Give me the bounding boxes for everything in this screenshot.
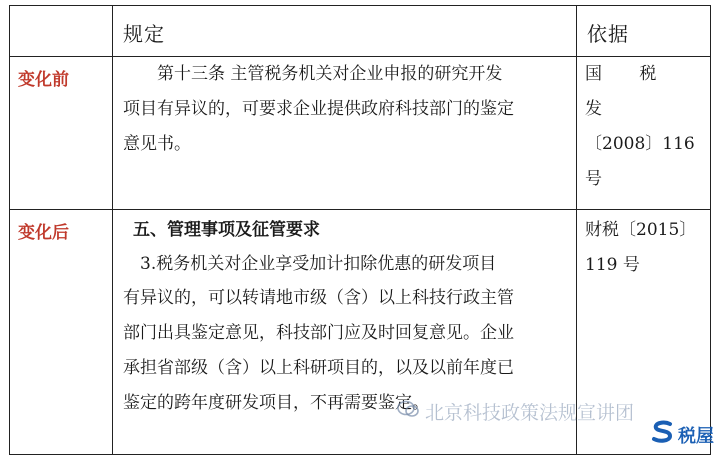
content-line: 有异议的，可以转请地市级（含）以上科技行政主管 [123, 288, 514, 308]
basis-text [577, 57, 710, 197]
header-cell-empty [10, 6, 113, 57]
header-cell-basis [577, 6, 711, 57]
header-basis-text: 依据 [587, 22, 629, 46]
content-line: 部门出具鉴定意见，科技部门应及时回复意见。企业 [123, 323, 514, 343]
row-before [10, 57, 711, 210]
content-line: 鉴定的跨年度研发项目，不再需要鉴定。 [123, 393, 429, 413]
header-cell-rule [113, 6, 577, 57]
basis-line: 119 号 [585, 255, 640, 275]
s-logo-icon [650, 420, 676, 449]
logo-text: 税屋 [678, 425, 714, 447]
basis-line: 财税〔2015〕 [585, 220, 697, 240]
content-line: 项目有异议的，可要求企业提供政府科技部门的鉴定 [123, 99, 514, 119]
basis-text [577, 210, 710, 283]
content-cell [113, 57, 577, 210]
rule-content [113, 57, 576, 162]
rule-content [113, 210, 576, 421]
row-label: 变化后 [18, 223, 69, 243]
comparison-table [9, 5, 711, 455]
site-logo [650, 420, 714, 449]
row-label: 变化前 [18, 70, 69, 90]
content-line: 3.税务机关对企业享受加计扣除优惠的研发项目 [140, 254, 497, 274]
basis-line: 号 [585, 169, 602, 189]
label-cell [10, 210, 113, 455]
content-line: 第十三条 主管税务机关对企业申报的研究开发 [157, 64, 503, 84]
header-row [10, 6, 711, 57]
basis-cell [577, 57, 711, 210]
content-line: 承担省部级（含）以上科研项目的，以及以前年度已 [123, 358, 514, 378]
header-rule-text: 规定 [123, 22, 165, 46]
watermark-text: 北京科技政策法规宣讲团 [424, 402, 634, 424]
label-cell [10, 57, 113, 210]
section-title: 五、管理事项及征管要求 [133, 220, 320, 240]
wechat-icon [397, 400, 419, 423]
basis-line: 〔2008〕116 [585, 134, 695, 154]
watermark [397, 398, 634, 425]
content-line: 意见书。 [123, 134, 191, 154]
basis-line: 国 税 发 [585, 64, 673, 119]
